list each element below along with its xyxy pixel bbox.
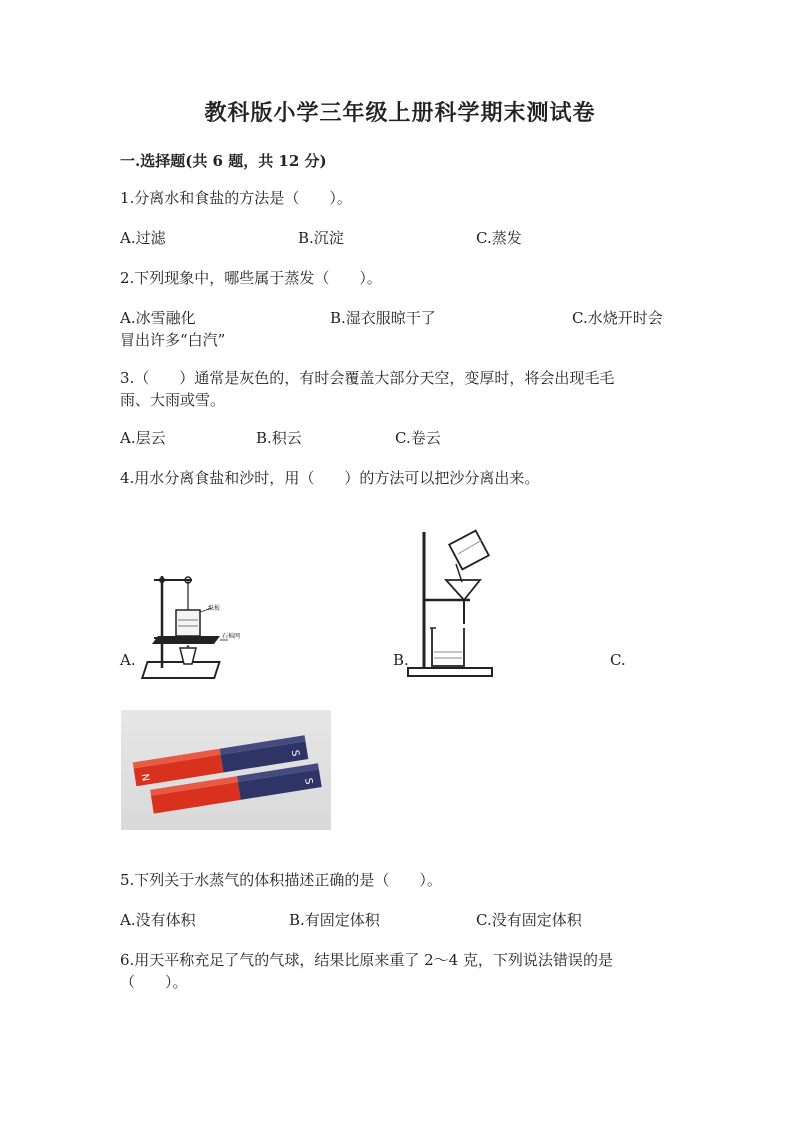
evaporation-apparatus-image bbox=[136, 568, 241, 683]
apparatus-label-asbestos-net: 石棉网 bbox=[222, 633, 241, 640]
magnet-2-south-label: S bbox=[302, 777, 315, 786]
question-2-option-c-continued: 冒出许多“白汽” bbox=[120, 331, 226, 349]
question-2-option-b: B.湿衣服晾干了 bbox=[330, 309, 436, 327]
question-5-option-c: C.没有固定体积 bbox=[476, 911, 582, 929]
question-2-option-c: C.水烧开时会 bbox=[572, 309, 663, 327]
question-6-stem-line-1: 6.用天平称充足了气的气球，结果比原来重了 2～4 克，下列说法错误的是 bbox=[120, 951, 613, 969]
question-3-option-a: A.层云 bbox=[120, 429, 166, 447]
question-4-option-c: C. bbox=[610, 651, 626, 669]
magnet-1-north-label: N bbox=[138, 772, 151, 783]
question-6-stem-line-2: （ ）。 bbox=[120, 973, 188, 991]
question-2-stem: 2.下列现象中，哪些属于蒸发（ ）。 bbox=[120, 269, 382, 287]
question-1-stem: 1.分离水和食盐的方法是（ ）。 bbox=[120, 189, 352, 207]
question-5-stem: 5.下列关于水蒸气的体积描述正确的是（ ）。 bbox=[120, 871, 442, 889]
filtration-apparatus-image bbox=[402, 528, 502, 680]
question-3-stem-line-2: 雨、大雨或雪。 bbox=[120, 391, 226, 409]
question-4-option-a: A. bbox=[120, 651, 136, 669]
question-1-option-a: A.过滤 bbox=[120, 229, 166, 247]
question-2-option-a: A.冰雪融化 bbox=[120, 309, 196, 327]
section-heading: 一.选择题(共 6 题，共 12 分) bbox=[120, 152, 327, 170]
question-3-option-c: C.卷云 bbox=[395, 429, 441, 447]
question-3-option-b: B.积云 bbox=[256, 429, 302, 447]
magnet-1-south-label: S bbox=[288, 749, 301, 758]
question-5-option-b: B.有固定体积 bbox=[289, 911, 380, 929]
question-1-option-b: B.沉淀 bbox=[298, 229, 344, 247]
question-4-option-b: B. bbox=[393, 651, 409, 669]
bar-magnets-photo bbox=[121, 710, 331, 830]
question-4-stem: 4.用水分离食盐和沙时，用（ ）的方法可以把沙分离出来。 bbox=[120, 469, 540, 487]
question-1-option-c: C.蒸发 bbox=[476, 229, 522, 247]
page-title: 教科版小学三年级上册科学期末测试卷 bbox=[204, 100, 596, 126]
bar-magnets-drawing bbox=[121, 710, 331, 830]
question-3-stem-line-1: 3.（ ）通常是灰色的，有时会覆盖大部分天空，变厚时，将会出现毛毛 bbox=[120, 369, 615, 387]
question-5-option-a: A.没有体积 bbox=[120, 911, 196, 929]
apparatus-label-cardboard: 纸板 bbox=[208, 605, 221, 612]
